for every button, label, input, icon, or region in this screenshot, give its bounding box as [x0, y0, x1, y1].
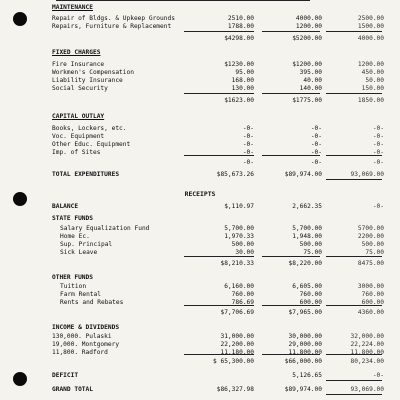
total-rule [262, 305, 320, 306]
total-rule [326, 31, 382, 32]
total-rule [262, 354, 320, 355]
total-rule [326, 155, 382, 156]
total-rule [326, 354, 382, 355]
section-heading: CAPITAL OUTLAY [52, 113, 105, 120]
total-rule [326, 394, 382, 395]
table-row: Voc. Equipment -0- -0- -0- [52, 133, 384, 140]
total-rule [184, 305, 254, 306]
section-total: $4298.00 $5200.00 4000.00 [224, 35, 384, 42]
table-row: 19,000. Montgomery 22,200.00 29,000.00 22,224.00 [52, 341, 384, 348]
table-row: Workmen's Compensation 95.00 395.00 450.00 [52, 69, 384, 76]
section-heading: FIXED CHARGES [52, 49, 101, 56]
table-row: Sup. Principal 500.00 500.00 500.00 [60, 241, 384, 248]
total-rule [184, 93, 254, 94]
balance-row: BALANCE $,110.97 2,662.35 -0- [52, 203, 384, 210]
total-rule [326, 305, 382, 306]
total-rule [262, 31, 320, 32]
section-heading: MAINTENANCE [52, 4, 93, 11]
table-row: Home Ec. 1,970.33 1,948.00 2200.00 [60, 233, 384, 240]
section-heading: STATE FUNDS [52, 215, 93, 222]
table-row: Salary Equalization Fund 5,700.00 5,700.00 5700.00 [60, 225, 384, 232]
total-rule [184, 155, 254, 156]
table-row: 11,800. Radford 11,180.00 11,800.00 11,800.00 [52, 349, 384, 356]
section-heading: OTHER FUNDS [52, 274, 93, 281]
total-rule [326, 179, 382, 180]
section-total: $8,210.33 $8,220.00 8475.00 [220, 260, 384, 267]
table-row: Liability Insurance 168.00 40.00 50.00 [52, 77, 384, 84]
table-row: Imp. of Sites -0- -0- -0- [52, 149, 384, 156]
table-row: Books, Lockers, etc. -0- -0- -0- [52, 125, 384, 132]
section-total: $1623.00 $1775.00 1850.00 [224, 97, 384, 104]
table-row: Social Security 130.00 140.00 150.00 [52, 85, 384, 92]
table-row: Other Educ. Equipment -0- -0- -0- [52, 141, 384, 148]
table-row: Farm Rental 760.00 760.00 760.00 [60, 291, 384, 298]
section-total: $ 65,300.00 $66,000.00 80,234.00 [213, 358, 384, 365]
total-rule [184, 31, 254, 32]
total-rule [326, 256, 382, 257]
receipts-heading: RECEIPTS [184, 190, 216, 198]
table-row: Repairs, Furniture & Replacement 1788.00 1200.00 1500.00 [52, 23, 384, 30]
deficit-row: DEFICIT 5,126.65 -0- [52, 372, 384, 379]
table-row: Rents and Rebates 786.69 600.00 600.00 [60, 299, 384, 306]
total-rule [184, 354, 254, 355]
table-row: Sick Leave 30.00 75.00 75.00 [60, 249, 384, 256]
section-total: $7,706.69 $7,965.00 4360.00 [220, 309, 384, 316]
grand-total-row: GRAND TOTAL $86,327.98 $89,974.00 93,069.00 [52, 386, 384, 393]
table-row: 130,000. Pulaski 31,000.00 30,000.00 32,000.00 [52, 333, 384, 340]
section-heading: INCOME & DIVIDENDS [52, 324, 120, 331]
total-rule [326, 380, 382, 381]
total-rule [184, 256, 254, 257]
total-expenditures-row: TOTAL EXPENDITURES $85,673.26 $89,974.00 93,069.00 [52, 171, 384, 178]
table-row: Repair of Bldgs. & Upkeep Grounds 2510.00 4000.00 2500.00 [52, 15, 384, 22]
table-row: Fire Insurance $1230.00 $1200.00 1200.00 [52, 61, 384, 68]
total-rule [262, 93, 320, 94]
total-rule [326, 93, 382, 94]
table-row: Tuition 6,160.00 6,605.00 3000.00 [60, 283, 384, 290]
total-rule [262, 155, 320, 156]
section-total: -0- -0- -0- [242, 159, 384, 166]
total-rule [262, 256, 320, 257]
